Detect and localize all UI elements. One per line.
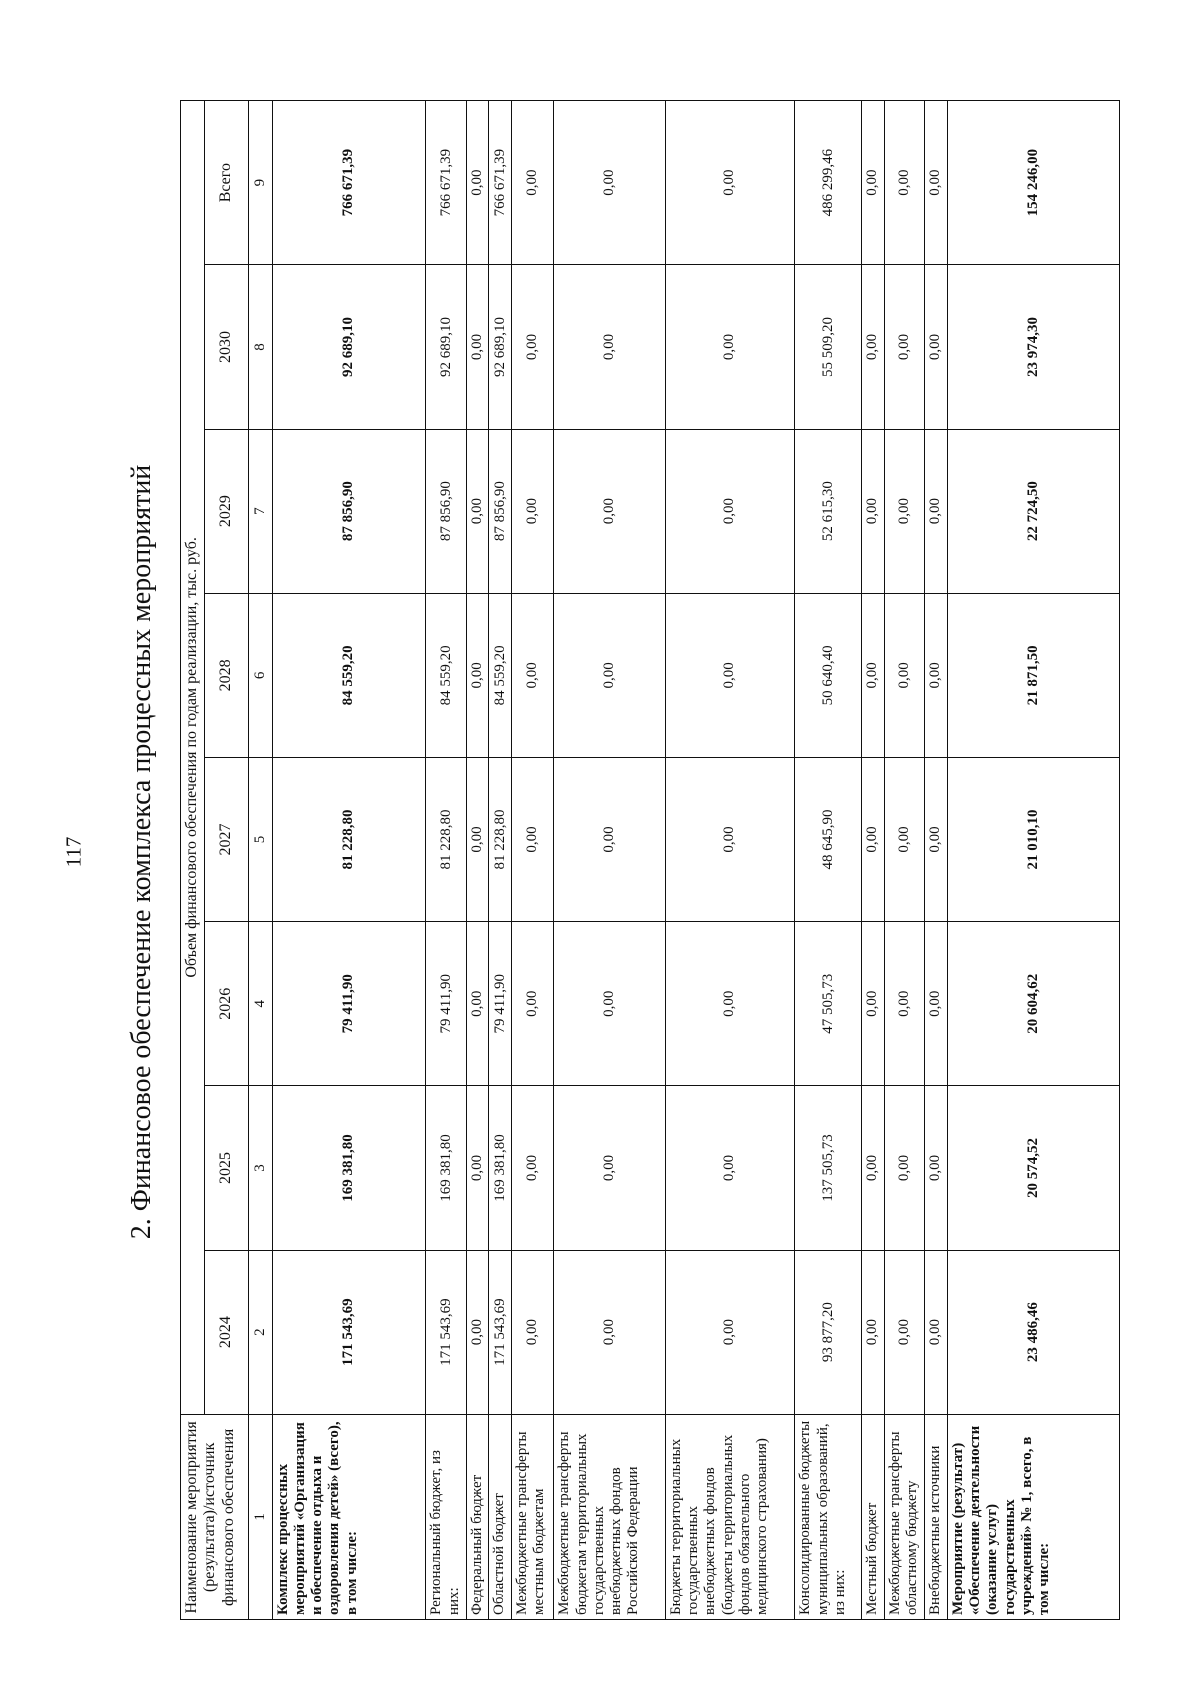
row-value-cell: 79 411,90: [426, 922, 467, 1086]
column-number: 8: [249, 265, 272, 429]
row-value-cell: 0,00: [884, 1086, 925, 1250]
row-value-cell: 0,00: [554, 593, 665, 757]
table-row: [466, 101, 489, 1620]
header-year: 2027: [204, 757, 249, 921]
row-value-cell: 0,00: [511, 1086, 554, 1250]
row-value-cell: 0,00: [511, 429, 554, 593]
row-value-cell: 0,00: [554, 1250, 665, 1414]
row-value-cell: 21 010,10: [947, 757, 1119, 921]
header-total: Всего: [204, 101, 249, 265]
row-value-cell: 0,00: [665, 429, 795, 593]
column-number: 5: [249, 757, 272, 921]
row-value-cell: 0,00: [665, 757, 795, 921]
row-total-cell: 486 299,46: [795, 101, 862, 265]
row-value-cell: 84 559,20: [489, 593, 512, 757]
row-value-cell: 0,00: [925, 429, 948, 593]
row-total-cell: 766 671,39: [489, 101, 512, 265]
row-value-cell: 0,00: [511, 593, 554, 757]
row-value-cell: 87 856,90: [426, 429, 467, 593]
column-number: 1: [249, 1414, 272, 1619]
row-value-cell: 0,00: [862, 922, 885, 1086]
row-name: Комплекс процессных мероприятий «Организация и обеспечение отдыха и оздоровления детей» (всего), в том числе:: [272, 1414, 426, 1619]
row-value-cell: 22 724,50: [947, 429, 1119, 593]
row-value-cell: 0,00: [554, 922, 665, 1086]
table-row: [884, 101, 925, 1620]
row-total-cell: 154 246,00: [947, 101, 1119, 265]
row-value-cell: 84 559,20: [426, 593, 467, 757]
row-value-cell: 0,00: [862, 757, 885, 921]
table-row: [947, 101, 1119, 1620]
row-value-cell: 0,00: [862, 1086, 885, 1250]
row-value-cell: 0,00: [466, 1086, 489, 1250]
row-name: Межбюджетные трансферты местным бюджетам: [511, 1414, 554, 1619]
row-total-cell: 0,00: [554, 101, 665, 265]
row-value-cell: 0,00: [511, 757, 554, 921]
table-row: [554, 101, 665, 1620]
table-row: [665, 101, 795, 1620]
row-value-cell: 0,00: [665, 1086, 795, 1250]
row-value-cell: 0,00: [925, 757, 948, 921]
row-value-cell: 0,00: [466, 429, 489, 593]
row-value-cell: 0,00: [665, 593, 795, 757]
row-value-cell: 0,00: [466, 757, 489, 921]
row-value-cell: 0,00: [511, 922, 554, 1086]
row-value-cell: 169 381,80: [489, 1086, 512, 1250]
financing-table-sheet: [180, 100, 1120, 1620]
column-number: 4: [249, 922, 272, 1086]
row-value-cell: 55 509,20: [795, 265, 862, 429]
row-value-cell: 0,00: [466, 1250, 489, 1414]
row-value-cell: 0,00: [862, 429, 885, 593]
row-value-cell: 47 505,73: [795, 922, 862, 1086]
row-value-cell: 81 228,80: [272, 757, 426, 921]
header-year: 2024: [204, 1250, 249, 1414]
row-value-cell: 92 689,10: [272, 265, 426, 429]
table-row: [272, 101, 426, 1620]
table-row: [426, 101, 467, 1620]
table-row: [489, 101, 512, 1620]
table-row: [862, 101, 885, 1620]
financing-table: [180, 100, 1120, 1620]
row-total-cell: 766 671,39: [272, 101, 426, 265]
row-value-cell: 92 689,10: [426, 265, 467, 429]
row-value-cell: 169 381,80: [272, 1086, 426, 1250]
column-number: 7: [249, 429, 272, 593]
row-value-cell: 0,00: [884, 265, 925, 429]
row-value-cell: 21 871,50: [947, 593, 1119, 757]
row-value-cell: 0,00: [466, 593, 489, 757]
row-total-cell: 0,00: [884, 101, 925, 265]
row-value-cell: 0,00: [665, 1250, 795, 1414]
row-name: Бюджеты территориальных государственных внебюджетных фондов (бюджеты территориальных фондов обязательного медицинского страхования): [665, 1414, 795, 1619]
row-value-cell: 0,00: [554, 1086, 665, 1250]
row-value-cell: 0,00: [511, 1250, 554, 1414]
row-name: Межбюджетные трансферты бюджетам территориальных государственных внебюджетных фондов Российской Федерации: [554, 1414, 665, 1619]
row-value-cell: 0,00: [862, 593, 885, 757]
row-value-cell: 84 559,20: [272, 593, 426, 757]
row-value-cell: 0,00: [925, 265, 948, 429]
row-value-cell: 48 645,90: [795, 757, 862, 921]
header-year: 2029: [204, 429, 249, 593]
row-value-cell: 79 411,90: [489, 922, 512, 1086]
table-row: [795, 101, 862, 1620]
row-total-cell: 766 671,39: [426, 101, 467, 265]
row-name: Областной бюджет: [489, 1414, 512, 1619]
row-value-cell: 169 381,80: [426, 1086, 467, 1250]
row-total-cell: 0,00: [925, 101, 948, 265]
row-value-cell: 0,00: [925, 922, 948, 1086]
column-number: 3: [249, 1086, 272, 1250]
header-year: 2025: [204, 1086, 249, 1250]
column-number: 2: [249, 1250, 272, 1414]
header-year: 2028: [204, 593, 249, 757]
row-value-cell: 0,00: [925, 1250, 948, 1414]
row-total-cell: 0,00: [511, 101, 554, 265]
row-value-cell: 0,00: [884, 922, 925, 1086]
row-name: Федеральный бюджет: [466, 1414, 489, 1619]
row-value-cell: 0,00: [554, 757, 665, 921]
header-group: Объем финансового обеспечения по годам реализации, тыс. руб.: [181, 101, 205, 1415]
row-value-cell: 0,00: [554, 429, 665, 593]
row-value-cell: 92 689,10: [489, 265, 512, 429]
row-total-cell: 0,00: [862, 101, 885, 265]
row-value-cell: 0,00: [884, 757, 925, 921]
header-name-col: Наименование мероприятия (результата)/источник финансового обеспечения: [181, 1414, 249, 1619]
row-value-cell: 171 543,69: [426, 1250, 467, 1414]
row-value-cell: 81 228,80: [426, 757, 467, 921]
row-value-cell: 0,00: [862, 265, 885, 429]
header-year: 2026: [204, 922, 249, 1086]
row-value-cell: 23 974,30: [947, 265, 1119, 429]
row-value-cell: 23 486,46: [947, 1250, 1119, 1414]
row-value-cell: 0,00: [925, 593, 948, 757]
row-value-cell: 171 543,69: [272, 1250, 426, 1414]
row-total-cell: 0,00: [665, 101, 795, 265]
row-total-cell: 0,00: [466, 101, 489, 265]
row-value-cell: 20 574,52: [947, 1086, 1119, 1250]
row-value-cell: 0,00: [466, 922, 489, 1086]
row-name: Региональный бюджет, из них:: [426, 1414, 467, 1619]
row-value-cell: 79 411,90: [272, 922, 426, 1086]
section-title: 2. Финансовое обеспечение комплекса процессных мероприятий: [126, 464, 157, 1240]
row-value-cell: 81 228,80: [489, 757, 512, 921]
row-value-cell: 0,00: [884, 593, 925, 757]
row-value-cell: 93 877,20: [795, 1250, 862, 1414]
column-number: 6: [249, 593, 272, 757]
row-value-cell: 87 856,90: [272, 429, 426, 593]
row-value-cell: 20 604,62: [947, 922, 1119, 1086]
row-value-cell: 0,00: [665, 265, 795, 429]
row-value-cell: 0,00: [665, 922, 795, 1086]
row-value-cell: 0,00: [862, 1250, 885, 1414]
row-name: Мероприятие (результат) «Обеспечение деятельности (оказание услуг) государственных учреждений» № 1, всего, в том числе:: [947, 1414, 1119, 1619]
row-value-cell: 87 856,90: [489, 429, 512, 593]
row-value-cell: 0,00: [884, 1250, 925, 1414]
row-value-cell: 0,00: [925, 1086, 948, 1250]
row-value-cell: 0,00: [466, 265, 489, 429]
row-name: Межбюджетные трансферты областному бюджету: [884, 1414, 925, 1619]
row-value-cell: 171 543,69: [489, 1250, 512, 1414]
page-number: 117: [61, 836, 86, 868]
row-value-cell: 52 615,30: [795, 429, 862, 593]
header-year: 2030: [204, 265, 249, 429]
row-name: Внебюджетные источники: [925, 1414, 948, 1619]
table-row: [511, 101, 554, 1620]
row-value-cell: 0,00: [884, 429, 925, 593]
row-value-cell: 137 505,73: [795, 1086, 862, 1250]
row-value-cell: 0,00: [554, 265, 665, 429]
row-value-cell: 50 640,40: [795, 593, 862, 757]
row-name: Консолидированные бюджеты муниципальных образований, из них:: [795, 1414, 862, 1619]
column-number: 9: [249, 101, 272, 265]
row-value-cell: 0,00: [511, 265, 554, 429]
row-name: Местный бюджет: [862, 1414, 885, 1619]
table-row: [925, 101, 948, 1620]
